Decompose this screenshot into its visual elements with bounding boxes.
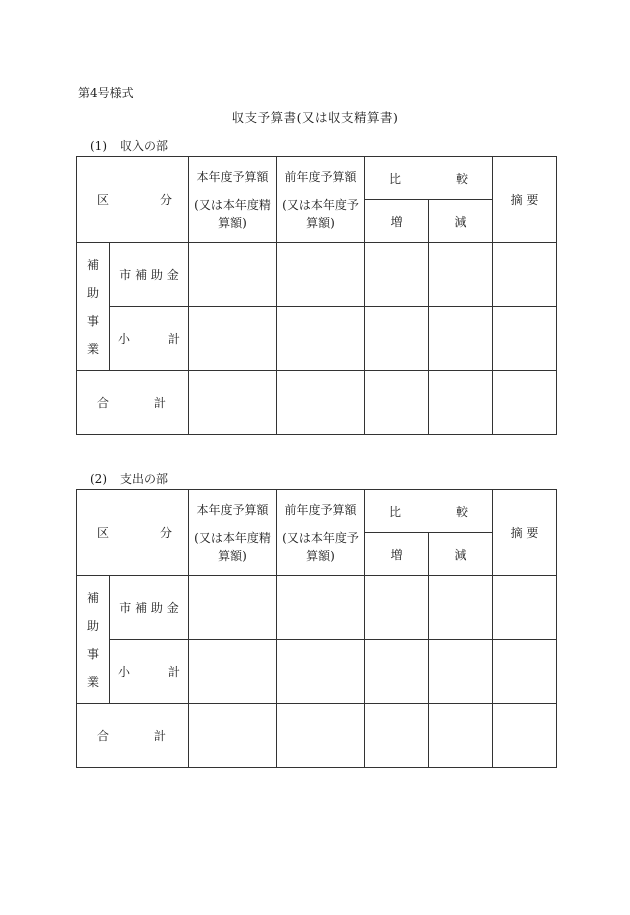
cell — [365, 307, 429, 371]
cell — [365, 576, 429, 640]
cell — [189, 704, 277, 768]
section-number: (2) — [90, 472, 107, 486]
cell — [189, 307, 277, 371]
cell — [277, 307, 365, 371]
cell — [429, 704, 493, 768]
category-subsidy-project: 補 助 事 業 — [77, 576, 110, 704]
cell — [429, 576, 493, 640]
cell — [429, 307, 493, 371]
section-number: (1) — [90, 139, 107, 153]
cell — [493, 371, 557, 435]
expenditure-table — [76, 489, 557, 768]
cell — [277, 371, 365, 435]
header-prev-budget: 前年度予算額 (又は本年度予算額) — [277, 490, 365, 576]
cell — [429, 640, 493, 704]
header-comparison: 比 較 — [365, 490, 493, 533]
cell — [493, 704, 557, 768]
section-label: 収入の部 — [120, 139, 169, 153]
header-kubun: 区 分 — [77, 490, 189, 576]
header-decrease: 減 — [429, 533, 493, 576]
cell — [493, 243, 557, 307]
header-increase: 増 — [365, 200, 429, 243]
cell — [493, 576, 557, 640]
form-number: 第4号様式 — [78, 86, 134, 100]
header-kubun: 区 分 — [77, 157, 189, 243]
income-table — [76, 156, 557, 435]
header-prev-budget: 前年度予算額 (又は本年度予算額) — [277, 157, 365, 243]
cell — [277, 243, 365, 307]
section-heading-income — [90, 137, 168, 154]
header-remarks: 摘 要 — [493, 157, 557, 243]
header-remarks: 摘 要 — [493, 490, 557, 576]
row-city-subsidy: 市 補 助 金 — [110, 243, 189, 307]
cell — [365, 243, 429, 307]
cell — [277, 704, 365, 768]
cell — [189, 243, 277, 307]
cell — [189, 576, 277, 640]
cell — [277, 640, 365, 704]
cell — [493, 640, 557, 704]
row-city-subsidy: 市 補 助 金 — [110, 576, 189, 640]
row-total: 合 計 — [77, 371, 189, 435]
cell — [189, 640, 277, 704]
cell — [429, 371, 493, 435]
cell — [429, 243, 493, 307]
cell — [493, 307, 557, 371]
document-title: 収支予算書(又は収支精算書) — [231, 110, 399, 125]
header-current-budget: 本年度予算額 (又は本年度精算額) — [189, 490, 277, 576]
header-comparison: 比 較 — [365, 157, 493, 200]
row-total: 合 計 — [77, 704, 189, 768]
section-label: 支出の部 — [120, 472, 169, 486]
header-current-budget: 本年度予算額 (又は本年度精算額) — [189, 157, 277, 243]
cell — [365, 371, 429, 435]
header-decrease: 減 — [429, 200, 493, 243]
category-subsidy-project: 補 助 事 業 — [77, 243, 110, 371]
row-subtotal: 小 計 — [110, 307, 189, 371]
row-subtotal: 小 計 — [110, 640, 189, 704]
cell — [277, 576, 365, 640]
cell — [365, 640, 429, 704]
cell — [189, 371, 277, 435]
section-heading-expenditure — [90, 470, 168, 487]
header-increase: 増 — [365, 533, 429, 576]
cell — [365, 704, 429, 768]
